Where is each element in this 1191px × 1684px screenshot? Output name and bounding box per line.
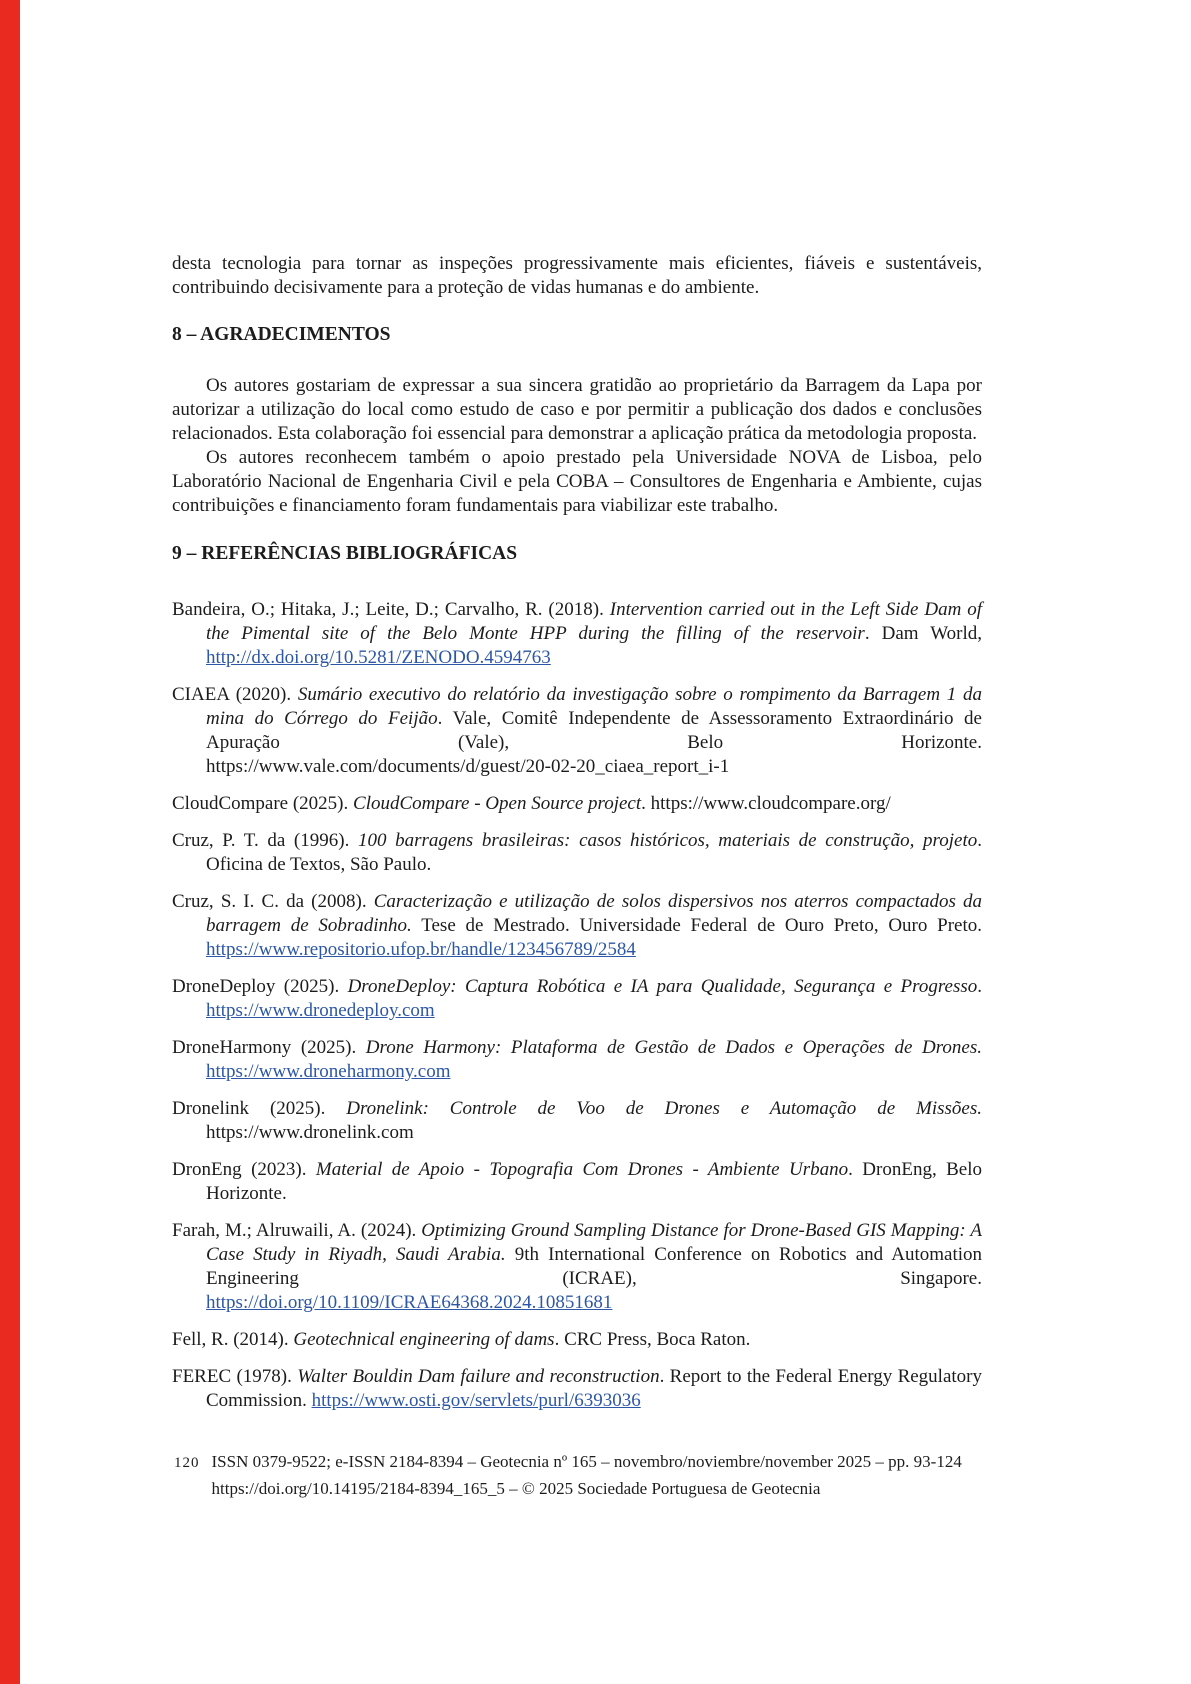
reference-text: . Vale, Comitê Independente de Assessoramento Extraordinário de Apuração (Vale), Belo Horizonte. <box>206 708 982 753</box>
reference-url-text: https://www.vale.com/documents/d/guest/20-02-20_ciaea_report_i-1 <box>206 756 730 777</box>
reference-item <box>172 975 982 1023</box>
reference-text: Bandeira, O.; Hitaka, J.; Leite, D.; Carvalho, R. (2018). <box>172 599 610 620</box>
reference-item <box>172 1158 982 1206</box>
reference-link[interactable]: https://www.droneharmony.com <box>206 1061 451 1082</box>
section-heading-agradecimentos: 8 – AGRADECIMENTOS <box>172 324 391 345</box>
reference-text: Dronelink (2025). <box>172 1098 347 1119</box>
reference-title: Caracterização e utilização de solos dispersivos nos aterros compactados da barragem de Sobradinho. <box>206 891 982 936</box>
reference-link[interactable]: http://dx.doi.org/10.5281/ZENODO.4594763 <box>206 647 551 668</box>
reference-text: DronEng (2023). <box>172 1159 316 1180</box>
reference-title: Material de Apoio - Topografia Com Drones - Ambiente Urbano <box>315 1159 849 1180</box>
reference-text: DroneHarmony (2025). <box>172 1037 366 1058</box>
footer-doi-line: https://doi.org/10.14195/2184-8394_165_5 – © 2025 Sociedade Portuguesa de Geotecnia <box>211 1479 821 1498</box>
intro-paragraph: desta tecnologia para tornar as inspeções progressivamente mais eficientes, fiáveis e sustentáveis, contribuindo decisivamente para a proteção de vidas humanas e do ambiente. <box>172 253 982 298</box>
reference-link[interactable]: https://doi.org/10.1109/ICRAE64368.2024.10851681 <box>206 1292 613 1313</box>
reference-item <box>172 829 982 877</box>
reference-item <box>172 1365 982 1413</box>
reference-text: Farah, M.; Alruwaili, A. (2024). <box>172 1220 422 1241</box>
reference-link[interactable]: https://www.repositorio.ufop.br/handle/123456789/2584 <box>206 939 636 960</box>
reference-list <box>172 598 982 1413</box>
reference-text: . DronEng, Belo Horizonte. <box>206 1159 982 1204</box>
reference-title: Optimizing Ground Sampling Distance for Drone-Based GIS Mapping: A Case Study in Riyadh, Saudi Arabia. <box>206 1220 983 1265</box>
reference-text: . Report to the Federal Energy Regulatory Commission. <box>206 1366 982 1411</box>
reference-text: . CRC Press, Boca Raton. <box>554 1329 751 1350</box>
reference-text: . Oficina de Textos, São Paulo. <box>206 830 982 875</box>
reference-text: DroneDeploy (2025). <box>172 976 348 997</box>
page-content <box>172 252 982 1426</box>
page-number: 120 <box>174 1455 200 1471</box>
reference-text: CloudCompare (2025). <box>172 793 354 814</box>
reference-url-text: https://www.dronelink.com <box>206 1122 414 1143</box>
reference-url-text: . https://www.cloudcompare.org/ <box>641 793 891 814</box>
reference-title: Walter Bouldin Dam failure and reconstruction <box>297 1366 660 1387</box>
reference-title: Drone Harmony: Plataforma de Gestão de Dados e Operações de Drones. <box>365 1037 982 1058</box>
reference-item <box>172 1219 982 1315</box>
reference-item <box>172 598 982 670</box>
footer-issn-line: ISSN 0379-9522; e-ISSN 2184-8394 – Geotecnia nº 165 – novembro/noviembre/november 2025 – pp. 93-124 <box>211 1452 962 1471</box>
reference-item <box>172 1036 982 1084</box>
reference-link[interactable]: https://www.osti.gov/servlets/purl/6393036 <box>311 1390 641 1411</box>
reference-title: Dronelink: Controle de Voo de Drones e Automação de Missões. <box>346 1098 982 1119</box>
reference-item <box>172 683 982 779</box>
reference-text: Fell, R. (2014). <box>172 1329 294 1350</box>
reference-title: Intervention carried out in the Left Side Dam of the Pimental site of the Belo Monte HPP during the filling of the reservoir <box>206 599 982 644</box>
acknowledgements-paragraph-1: Os autores gostariam de expressar a sua sincera gratidão ao proprietário da Barragem da Lapa por autorizar a utilização do local como estudo de caso e por permitir a publicação dos dados e conclusões relacionados. Esta colaboração foi essencial para demonstrar a aplicação prática da metodologia proposta. <box>172 375 982 444</box>
reference-text: Cruz, P. T. da (1996). <box>172 830 358 851</box>
reference-text: CIAEA (2020). <box>172 684 298 705</box>
reference-title: Geotechnical engineering of dams <box>293 1329 555 1350</box>
reference-title: 100 barragens brasileiras: casos históricos, materiais de construção, projeto <box>357 830 978 851</box>
reference-item <box>172 1097 982 1145</box>
reference-title: Sumário executivo do relatório da investigação sobre o rompimento da Barragem 1 da mina do Córrego do Feijão <box>206 684 983 729</box>
reference-link[interactable]: https://www.dronedeploy.com <box>206 1000 435 1021</box>
reference-item <box>172 1328 982 1352</box>
reference-text: 9th International Conference on Robotics and Automation Engineering (ICRAE), Singapore. <box>206 1244 982 1289</box>
footer-text <box>212 1448 1053 1502</box>
page-footer <box>172 1448 1052 1502</box>
reference-item <box>172 890 982 962</box>
reference-text: FEREC (1978). <box>172 1366 298 1387</box>
reference-item <box>172 792 982 816</box>
acknowledgements-paragraph-2: Os autores reconhecem também o apoio prestado pela Universidade NOVA de Lisboa, pelo Laboratório Nacional de Engenharia Civil e pela COBA – Consultores de Engenharia e Ambiente, cujas contribuições e financiamento foram fundamentais para viabilizar este trabalho. <box>172 447 982 516</box>
section-heading-referencias: 9 – REFERÊNCIAS BIBLIOGRÁFICAS <box>172 543 518 564</box>
reference-title: DroneDeploy: Captura Robótica e IA para Qualidade, Segurança e Progresso <box>347 976 978 997</box>
reference-text: . <box>977 976 982 997</box>
reference-title: CloudCompare - Open Source project <box>353 793 642 814</box>
reference-text: Cruz, S. I. C. da (2008). <box>172 891 374 912</box>
reference-text: Tese de Mestrado. Universidade Federal de Ouro Preto, Ouro Preto. <box>411 915 982 936</box>
page-edge-stripe <box>0 0 20 1684</box>
reference-text: . Dam World, <box>864 623 982 644</box>
